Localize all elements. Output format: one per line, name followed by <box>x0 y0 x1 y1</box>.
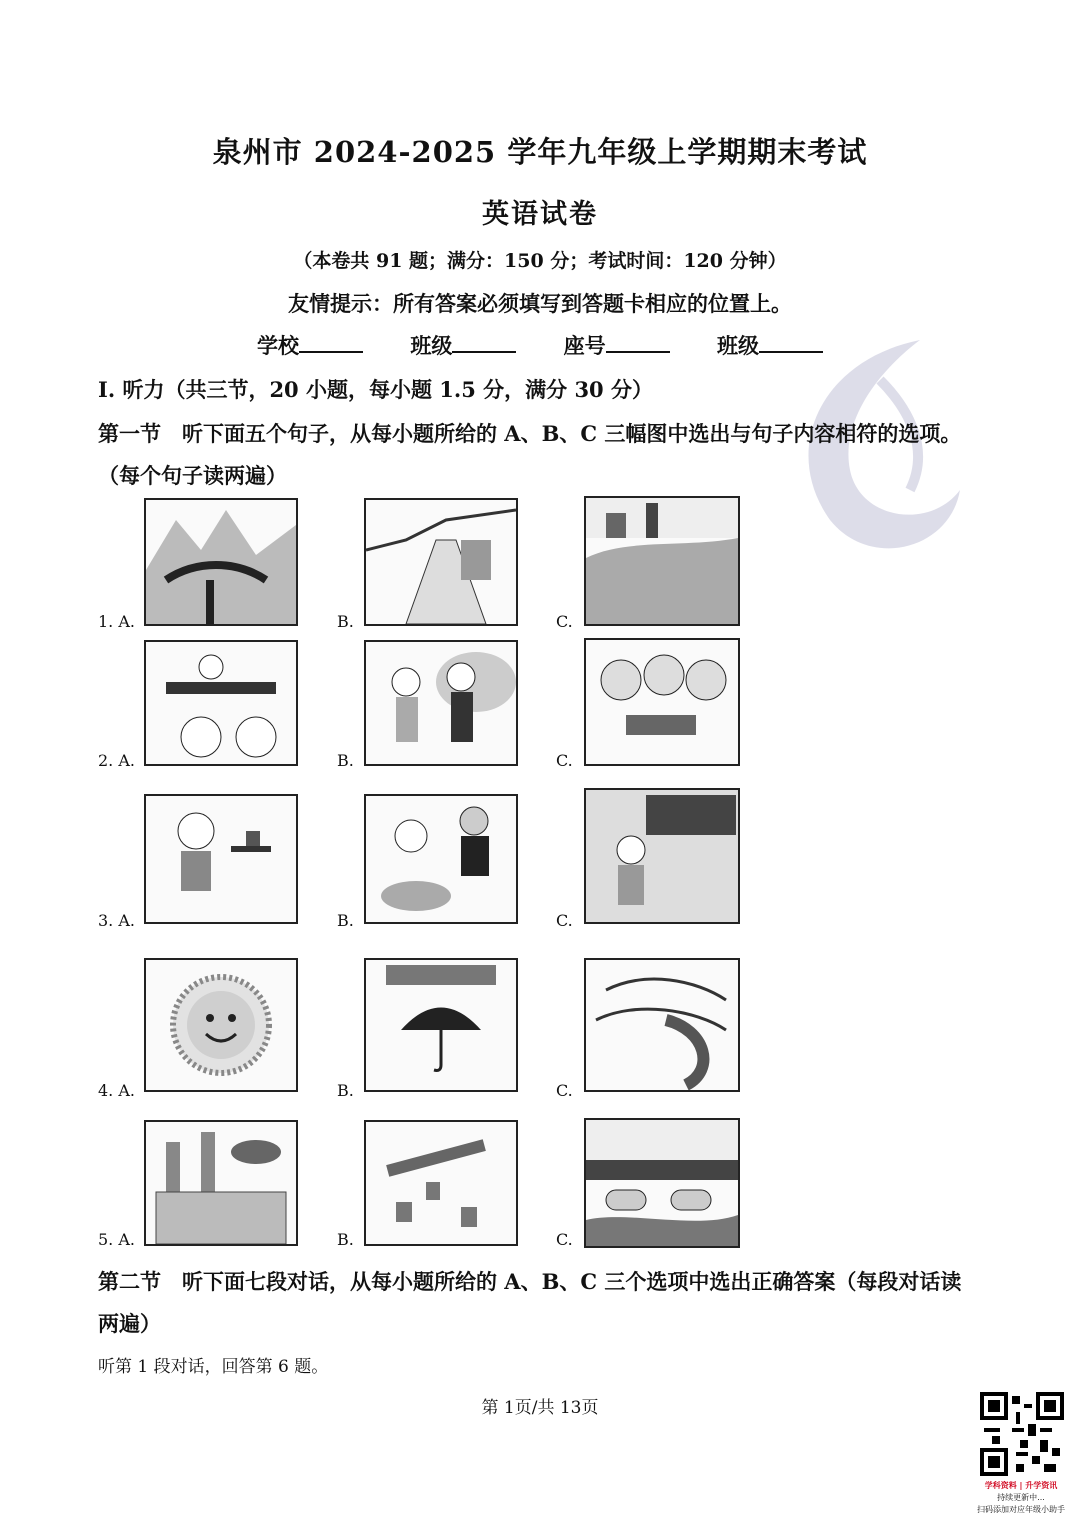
qr-caption-1: 学科资料 | 升学资讯 <box>984 1481 1058 1490</box>
q2-label-c: C. <box>556 751 573 770</box>
page-number: 第 1页/共 13页 <box>481 1398 599 1418</box>
exam-info: （本卷共 91 题；满分：150 分；考试时间：120 分钟） <box>293 250 787 272</box>
part2-instruction-cont: 两遍） <box>98 1311 161 1336</box>
q1-image-b-great-wall <box>364 498 518 626</box>
q5-label-c: C. <box>556 1230 573 1249</box>
field-seat: 座号 <box>564 333 670 358</box>
q3-label-b: B. <box>337 911 354 930</box>
q5-image-a-factory <box>144 1120 298 1246</box>
q1-image-c-city-coast <box>584 496 740 626</box>
q4-label-a: 4. A. <box>98 1081 135 1100</box>
q4-image-a-sun <box>144 958 298 1092</box>
q3-image-a-burned-boy <box>144 794 298 924</box>
part1-instruction: 第一节 听下面五个句子，从每小题所给的 A、B、C 三幅图中选出与句子内容相符的选项。 <box>98 421 962 446</box>
dialogue-instruction: 听第 1 段对话，回答第 6 题。 <box>98 1357 329 1377</box>
q4-label-b: B. <box>337 1081 354 1100</box>
q3-image-b-soccer <box>364 794 518 924</box>
q2-image-c-chess-game <box>584 638 740 766</box>
q2-label-a: 2. A. <box>98 751 135 770</box>
field-school: 学校 <box>257 333 363 358</box>
q1-label-a: 1. A. <box>98 612 135 631</box>
section-heading: I. 听力（共三节，20 小题，每小题 1.5 分，满分 30 分） <box>98 377 653 402</box>
exam-tip: 友情提示：所有答案必须填写到答题卡相应的位置上。 <box>288 291 792 316</box>
qr-code-icon <box>980 1392 1064 1476</box>
q2-image-b-costumes <box>364 640 518 766</box>
q2-label-b: B. <box>337 751 354 770</box>
exam-subtitle: 英语试卷 <box>482 199 598 230</box>
q4-label-c: C. <box>556 1081 573 1100</box>
q3-label-a: 3. A. <box>98 911 135 930</box>
field-class: 班级 <box>410 333 516 358</box>
q1-image-a-mountain-pine <box>144 498 298 626</box>
q4-image-c-storm-wind <box>584 958 740 1092</box>
q5-label-b: B. <box>337 1230 354 1249</box>
q5-image-c-polluted-water <box>584 1118 740 1248</box>
field-class-2: 班级 <box>717 333 823 358</box>
part1-instruction-cont: （每个句子读两遍） <box>98 463 287 488</box>
q3-image-c-car-accident <box>584 788 740 924</box>
exam-title: 泉州市 2024-2025 学年九年级上学期期末考试 <box>212 135 868 169</box>
q4-image-b-umbrella-rain <box>364 958 518 1092</box>
student-info-fields <box>0 330 1080 360</box>
q1-label-c: C. <box>556 612 573 631</box>
q5-image-b-cut-trees <box>364 1120 518 1246</box>
qr-caption-2: 持续更新中... <box>997 1493 1045 1502</box>
q1-label-b: B. <box>337 612 354 631</box>
part2-instruction: 第二节 听下面七段对话，从每小题所给的 A、B、C 三个选项中选出正确答案（每段对话读 <box>98 1269 962 1294</box>
qr-caption-3: 扫码添加对应年级小助手 <box>977 1505 1065 1514</box>
q3-label-c: C. <box>556 911 573 930</box>
q5-label-a: 5. A. <box>98 1230 135 1249</box>
q2-image-a-ping-pong <box>144 640 298 766</box>
